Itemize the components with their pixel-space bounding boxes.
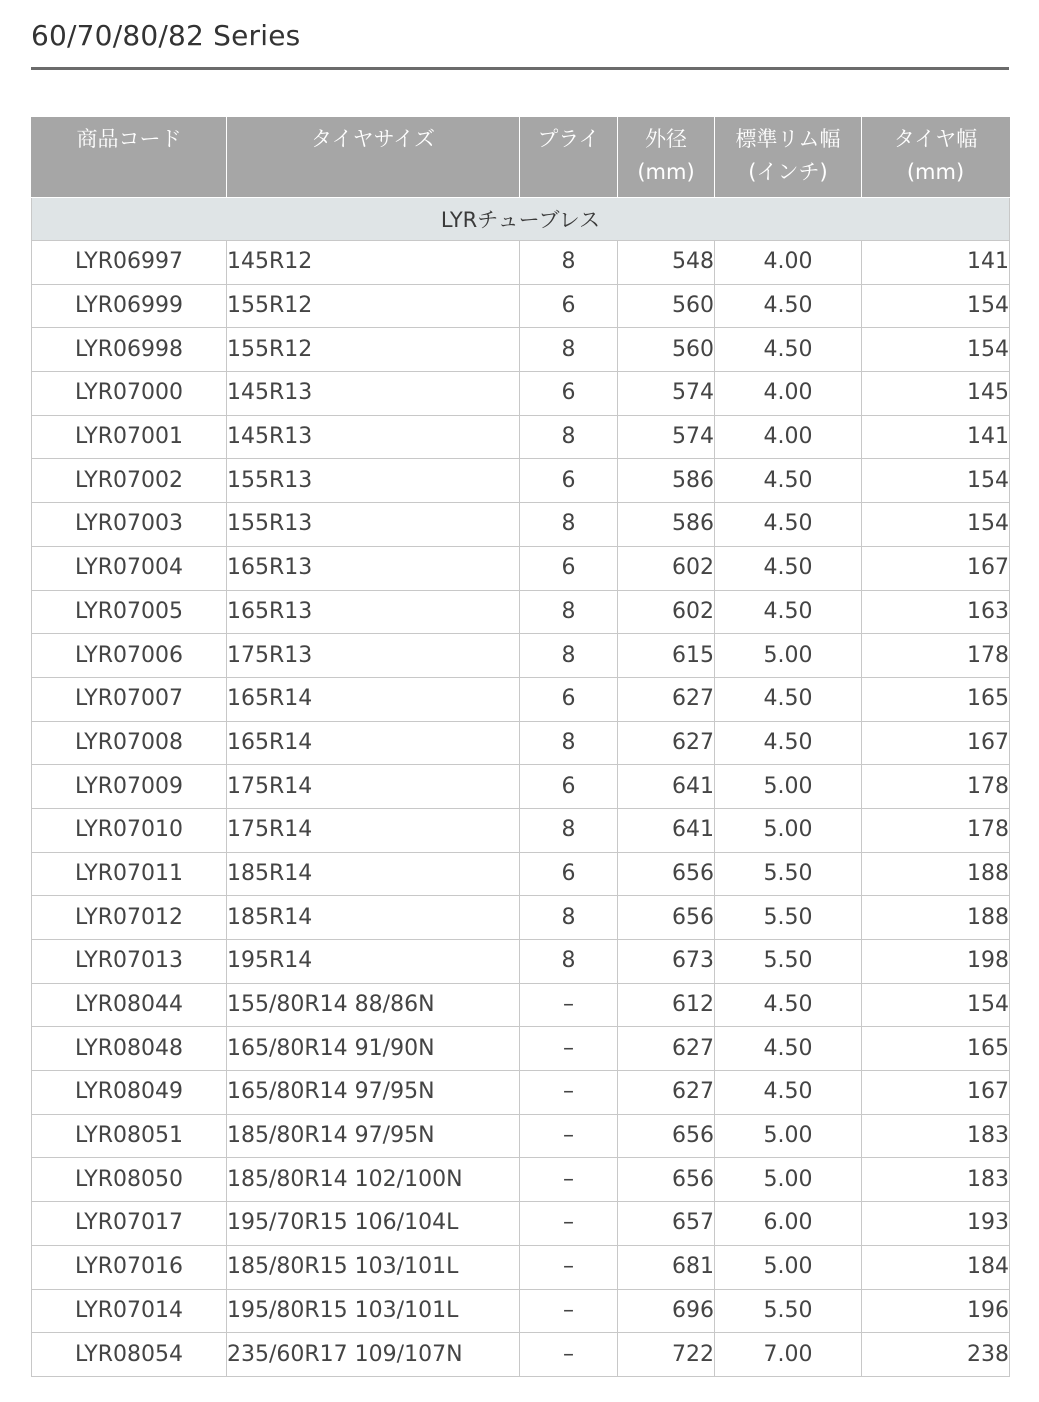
cell-tire-width: 165	[862, 677, 1010, 721]
cell-ply: –	[520, 1202, 618, 1246]
cell-tire-width: 145	[862, 372, 1010, 416]
group-label: LYRチューブレス	[32, 198, 1010, 241]
cell-outer-diameter: 602	[618, 590, 715, 634]
cell-rim-width: 5.50	[715, 852, 862, 896]
cell-rim-width: 4.00	[715, 241, 862, 285]
cell-tire-width: 154	[862, 328, 1010, 372]
group-row	[32, 198, 1010, 241]
cell-tire-size: 185/80R14 102/100N	[227, 1158, 520, 1202]
cell-rim-width: 4.50	[715, 284, 862, 328]
cell-outer-diameter: 612	[618, 983, 715, 1027]
cell-ply: –	[520, 1071, 618, 1115]
cell-ply: 6	[520, 372, 618, 416]
cell-ply: –	[520, 1245, 618, 1289]
cell-tire-width: 163	[862, 590, 1010, 634]
table-row	[32, 721, 1010, 765]
cell-tire-size: 175R14	[227, 808, 520, 852]
cell-ply: 8	[520, 634, 618, 678]
header-tire-size: タイヤサイズ	[227, 118, 520, 198]
table-row	[32, 1114, 1010, 1158]
cell-product-code: LYR07005	[32, 590, 227, 634]
table-row	[32, 983, 1010, 1027]
cell-rim-width: 5.00	[715, 808, 862, 852]
cell-product-code: LYR07016	[32, 1245, 227, 1289]
cell-product-code: LYR07006	[32, 634, 227, 678]
cell-outer-diameter: 574	[618, 415, 715, 459]
table-row	[32, 1071, 1010, 1115]
cell-rim-width: 4.50	[715, 721, 862, 765]
table-row	[32, 852, 1010, 896]
cell-outer-diameter: 656	[618, 1158, 715, 1202]
cell-ply: –	[520, 1158, 618, 1202]
table-row	[32, 1289, 1010, 1333]
table-row	[32, 677, 1010, 721]
cell-ply: 8	[520, 415, 618, 459]
cell-product-code: LYR07017	[32, 1202, 227, 1246]
cell-product-code: LYR07007	[32, 677, 227, 721]
cell-tire-width: 167	[862, 721, 1010, 765]
cell-rim-width: 4.50	[715, 983, 862, 1027]
cell-ply: 8	[520, 896, 618, 940]
page-title: 60/70/80/82 Series	[31, 19, 301, 52]
table-row	[32, 1202, 1010, 1246]
cell-outer-diameter: 560	[618, 328, 715, 372]
cell-product-code: LYR06997	[32, 241, 227, 285]
tire-spec-table	[31, 117, 1010, 1377]
cell-tire-size: 145R13	[227, 415, 520, 459]
cell-ply: 8	[520, 940, 618, 984]
cell-ply: –	[520, 1114, 618, 1158]
cell-tire-size: 185/80R15 103/101L	[227, 1245, 520, 1289]
cell-ply: –	[520, 1289, 618, 1333]
cell-tire-size: 155R12	[227, 328, 520, 372]
table-row	[32, 808, 1010, 852]
cell-product-code: LYR08051	[32, 1114, 227, 1158]
cell-rim-width: 4.00	[715, 415, 862, 459]
table-row	[32, 1027, 1010, 1071]
cell-rim-width: 4.50	[715, 677, 862, 721]
cell-product-code: LYR07010	[32, 808, 227, 852]
cell-tire-size: 145R13	[227, 372, 520, 416]
cell-ply: 8	[520, 503, 618, 547]
cell-tire-size: 165/80R14 97/95N	[227, 1071, 520, 1115]
cell-ply: 8	[520, 590, 618, 634]
cell-ply: 6	[520, 284, 618, 328]
cell-tire-width: 178	[862, 765, 1010, 809]
cell-product-code: LYR07001	[32, 415, 227, 459]
cell-ply: 8	[520, 721, 618, 765]
cell-rim-width: 4.50	[715, 546, 862, 590]
cell-rim-width: 5.00	[715, 765, 862, 809]
cell-outer-diameter: 641	[618, 808, 715, 852]
cell-ply: 8	[520, 241, 618, 285]
cell-ply: 6	[520, 546, 618, 590]
cell-tire-size: 195R14	[227, 940, 520, 984]
cell-outer-diameter: 627	[618, 1071, 715, 1115]
header-outer-diameter: 外径 (mm)	[618, 118, 715, 198]
cell-outer-diameter: 627	[618, 1027, 715, 1071]
cell-tire-width: 141	[862, 241, 1010, 285]
cell-rim-width: 5.00	[715, 1114, 862, 1158]
cell-tire-width: 238	[862, 1333, 1010, 1377]
cell-ply: 6	[520, 677, 618, 721]
title-divider	[31, 67, 1009, 70]
cell-rim-width: 4.00	[715, 372, 862, 416]
cell-tire-size: 165R13	[227, 546, 520, 590]
cell-rim-width: 4.50	[715, 1027, 862, 1071]
table-row	[32, 1333, 1010, 1377]
cell-tire-width: 154	[862, 459, 1010, 503]
cell-outer-diameter: 656	[618, 852, 715, 896]
table-header-row	[32, 118, 1010, 198]
cell-rim-width: 4.50	[715, 590, 862, 634]
cell-ply: 8	[520, 808, 618, 852]
cell-outer-diameter: 673	[618, 940, 715, 984]
cell-tire-size: 155/80R14 88/86N	[227, 983, 520, 1027]
cell-ply: 6	[520, 459, 618, 503]
cell-outer-diameter: 615	[618, 634, 715, 678]
cell-product-code: LYR07003	[32, 503, 227, 547]
header-rim-width: 標準リム幅 (インチ)	[715, 118, 862, 198]
cell-tire-width: 154	[862, 503, 1010, 547]
cell-ply: 6	[520, 765, 618, 809]
cell-product-code: LYR08044	[32, 983, 227, 1027]
cell-outer-diameter: 586	[618, 503, 715, 547]
table-row	[32, 765, 1010, 809]
cell-outer-diameter: 627	[618, 721, 715, 765]
cell-product-code: LYR07014	[32, 1289, 227, 1333]
cell-tire-width: 183	[862, 1158, 1010, 1202]
table-row	[32, 503, 1010, 547]
cell-tire-width: 167	[862, 546, 1010, 590]
cell-outer-diameter: 722	[618, 1333, 715, 1377]
cell-outer-diameter: 586	[618, 459, 715, 503]
cell-product-code: LYR08049	[32, 1071, 227, 1115]
cell-rim-width: 4.50	[715, 503, 862, 547]
table-row	[32, 634, 1010, 678]
cell-rim-width: 7.00	[715, 1333, 862, 1377]
table-row	[32, 1245, 1010, 1289]
cell-product-code: LYR06999	[32, 284, 227, 328]
header-tire-width: タイヤ幅 (mm)	[862, 118, 1010, 198]
cell-rim-width: 5.50	[715, 940, 862, 984]
cell-tire-width: 178	[862, 634, 1010, 678]
table-row	[32, 1158, 1010, 1202]
cell-rim-width: 5.00	[715, 1158, 862, 1202]
cell-product-code: LYR07008	[32, 721, 227, 765]
cell-outer-diameter: 681	[618, 1245, 715, 1289]
cell-tire-width: 183	[862, 1114, 1010, 1158]
table-row	[32, 415, 1010, 459]
cell-tire-width: 198	[862, 940, 1010, 984]
cell-tire-width: 196	[862, 1289, 1010, 1333]
cell-tire-size: 145R12	[227, 241, 520, 285]
cell-tire-size: 175R13	[227, 634, 520, 678]
cell-rim-width: 4.50	[715, 459, 862, 503]
cell-tire-width: 167	[862, 1071, 1010, 1115]
table-row	[32, 241, 1010, 285]
cell-tire-size: 165/80R14 91/90N	[227, 1027, 520, 1071]
cell-rim-width: 5.50	[715, 1289, 862, 1333]
cell-tire-width: 193	[862, 1202, 1010, 1246]
cell-product-code: LYR08050	[32, 1158, 227, 1202]
cell-tire-width: 184	[862, 1245, 1010, 1289]
cell-outer-diameter: 548	[618, 241, 715, 285]
cell-rim-width: 4.50	[715, 1071, 862, 1115]
cell-tire-width: 154	[862, 284, 1010, 328]
cell-outer-diameter: 656	[618, 1114, 715, 1158]
cell-tire-size: 175R14	[227, 765, 520, 809]
table-row	[32, 590, 1010, 634]
cell-tire-size: 185R14	[227, 852, 520, 896]
cell-outer-diameter: 560	[618, 284, 715, 328]
cell-outer-diameter: 696	[618, 1289, 715, 1333]
cell-product-code: LYR07004	[32, 546, 227, 590]
cell-product-code: LYR08048	[32, 1027, 227, 1071]
cell-ply: –	[520, 983, 618, 1027]
cell-outer-diameter: 574	[618, 372, 715, 416]
cell-product-code: LYR07011	[32, 852, 227, 896]
cell-outer-diameter: 627	[618, 677, 715, 721]
cell-rim-width: 6.00	[715, 1202, 862, 1246]
cell-tire-width: 165	[862, 1027, 1010, 1071]
cell-tire-width: 188	[862, 852, 1010, 896]
cell-outer-diameter: 602	[618, 546, 715, 590]
header-product-code: 商品コード	[32, 118, 227, 198]
table-row	[32, 284, 1010, 328]
table-row	[32, 896, 1010, 940]
cell-outer-diameter: 657	[618, 1202, 715, 1246]
table-row	[32, 546, 1010, 590]
cell-tire-size: 155R13	[227, 503, 520, 547]
cell-ply: –	[520, 1333, 618, 1377]
cell-rim-width: 5.50	[715, 896, 862, 940]
table-row	[32, 372, 1010, 416]
cell-tire-size: 165R14	[227, 721, 520, 765]
cell-ply: 6	[520, 852, 618, 896]
cell-tire-size: 185/80R14 97/95N	[227, 1114, 520, 1158]
cell-ply: –	[520, 1027, 618, 1071]
cell-ply: 8	[520, 328, 618, 372]
cell-rim-width: 5.00	[715, 1245, 862, 1289]
cell-tire-size: 185R14	[227, 896, 520, 940]
cell-product-code: LYR07013	[32, 940, 227, 984]
cell-outer-diameter: 641	[618, 765, 715, 809]
cell-product-code: LYR07000	[32, 372, 227, 416]
cell-product-code: LYR07012	[32, 896, 227, 940]
cell-tire-width: 154	[862, 983, 1010, 1027]
cell-rim-width: 5.00	[715, 634, 862, 678]
cell-tire-width: 141	[862, 415, 1010, 459]
cell-outer-diameter: 656	[618, 896, 715, 940]
table-row	[32, 940, 1010, 984]
cell-tire-size: 165R14	[227, 677, 520, 721]
cell-product-code: LYR06998	[32, 328, 227, 372]
cell-tire-width: 188	[862, 896, 1010, 940]
cell-product-code: LYR07009	[32, 765, 227, 809]
cell-rim-width: 4.50	[715, 328, 862, 372]
cell-tire-width: 178	[862, 808, 1010, 852]
cell-tire-size: 195/70R15 106/104L	[227, 1202, 520, 1246]
cell-product-code: LYR07002	[32, 459, 227, 503]
cell-tire-size: 155R13	[227, 459, 520, 503]
cell-tire-size: 165R13	[227, 590, 520, 634]
table-row	[32, 459, 1010, 503]
cell-tire-size: 195/80R15 103/101L	[227, 1289, 520, 1333]
cell-product-code: LYR08054	[32, 1333, 227, 1377]
table-row	[32, 328, 1010, 372]
cell-tire-size: 155R12	[227, 284, 520, 328]
cell-tire-size: 235/60R17 109/107N	[227, 1333, 520, 1377]
header-ply: プライ	[520, 118, 618, 198]
